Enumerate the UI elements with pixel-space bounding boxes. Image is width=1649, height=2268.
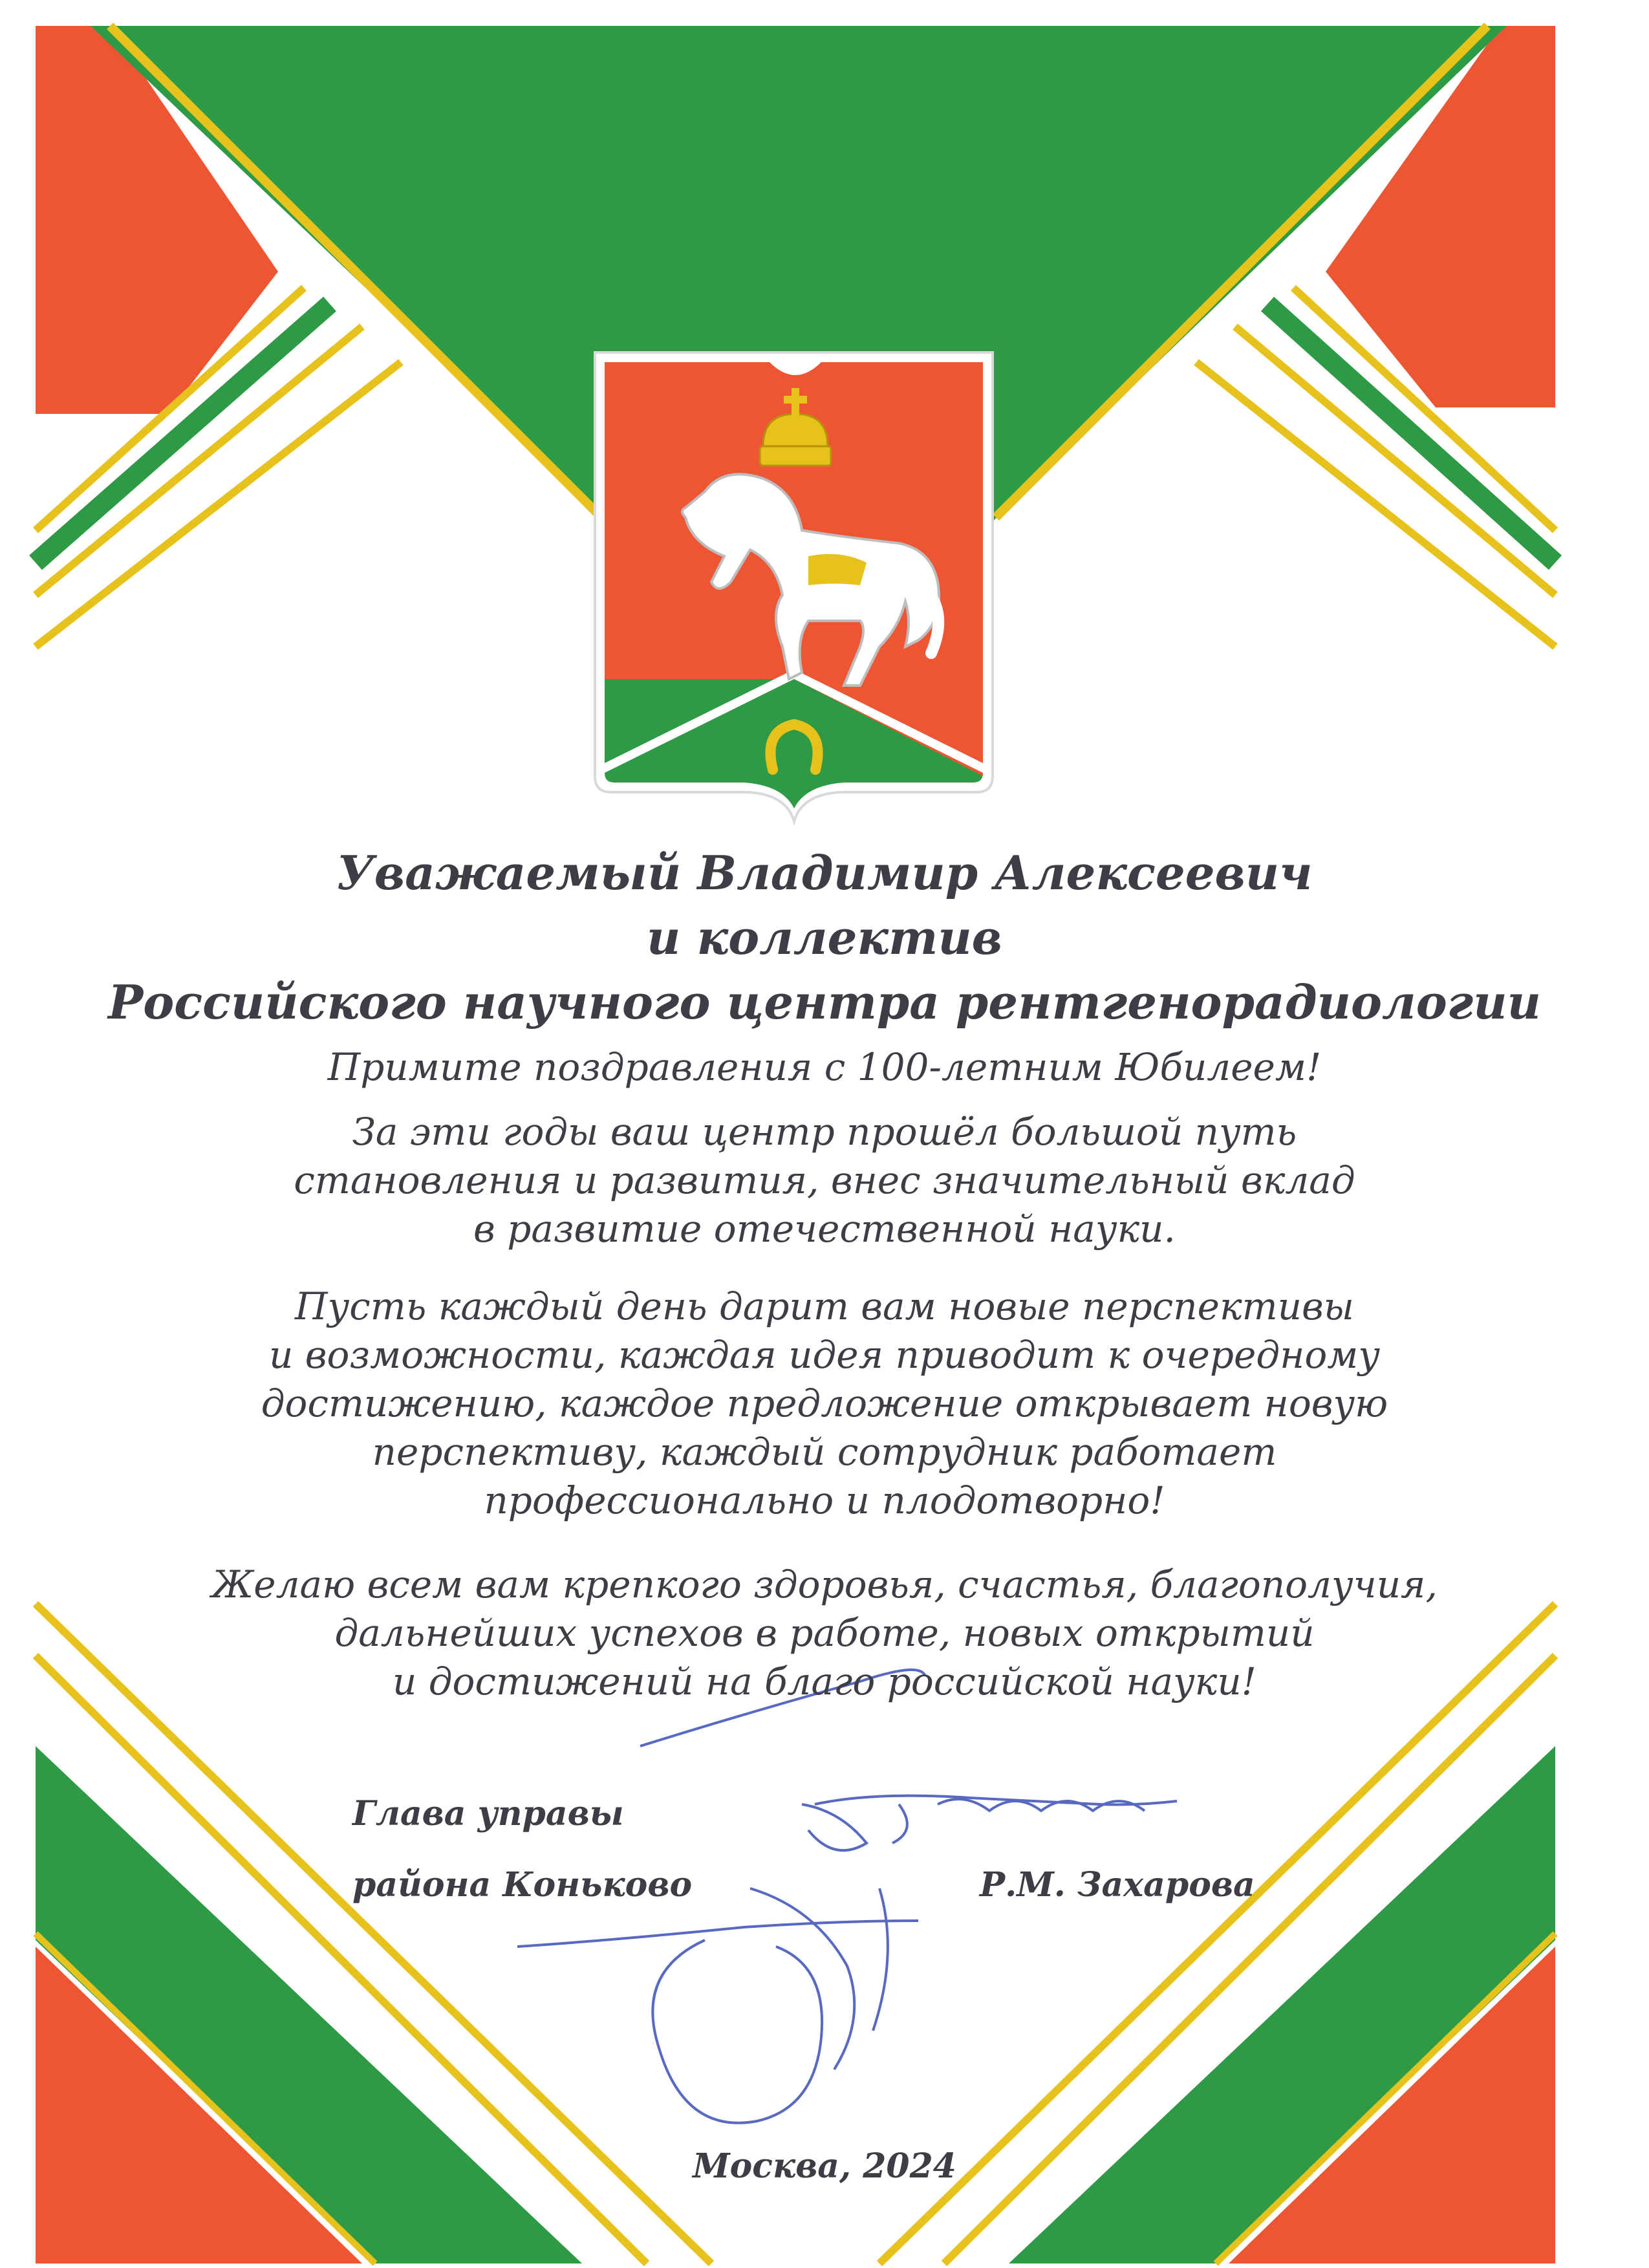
- congratulation-line: Примите поздравления с 100-летним Юбилеем!: [327, 1045, 1322, 1089]
- place-and-date: Москва, 2024: [693, 2146, 956, 2186]
- paragraph-4-line-2: дальнейших успехов в работе, новых открытий: [334, 1611, 1315, 1655]
- greeting-line-3: Российского научного центра рентгенорадиологии: [108, 975, 1541, 1030]
- paragraph-3-line-1: Пусть каждый день дарит вам новые перспективы: [295, 1284, 1354, 1328]
- paragraph-3-line-3: достижению, каждое предложение открывает новую: [261, 1381, 1388, 1425]
- paragraph-2-line-1: За эти годы ваш центр прошёл большой путь: [352, 1110, 1297, 1154]
- paragraph-3-line-4: перспективу, каждый сотрудник работает: [372, 1430, 1277, 1474]
- paragraph-2-line-2: становления и развития, внес значительный вклад: [294, 1158, 1355, 1202]
- signatory-title-line-2: района Коньково: [352, 1865, 693, 1905]
- paragraph-4-line-1: Желаю всем вам крепкого здоровья, счастья, благополучия,: [211, 1562, 1438, 1606]
- paragraph-3-line-5: профессионально и плодотворно!: [484, 1478, 1165, 1522]
- signatory-title-line-1: Глава управы: [352, 1794, 624, 1833]
- paragraph-4-line-3: и достижений на благо российской науки!: [393, 1659, 1256, 1703]
- signatory-name: Р.М. Захарова: [980, 1865, 1255, 1905]
- coat-of-arms: [595, 352, 993, 821]
- greeting-line-2: и коллектив: [647, 910, 1002, 965]
- paragraph-2-line-3: в развитие отечественной науки.: [473, 1207, 1176, 1251]
- greeting-line-1: Уважаемый Владимир Алексеевич: [336, 845, 1313, 900]
- paragraph-3-line-2: и возможности, каждая идея приводит к очередному: [269, 1333, 1380, 1377]
